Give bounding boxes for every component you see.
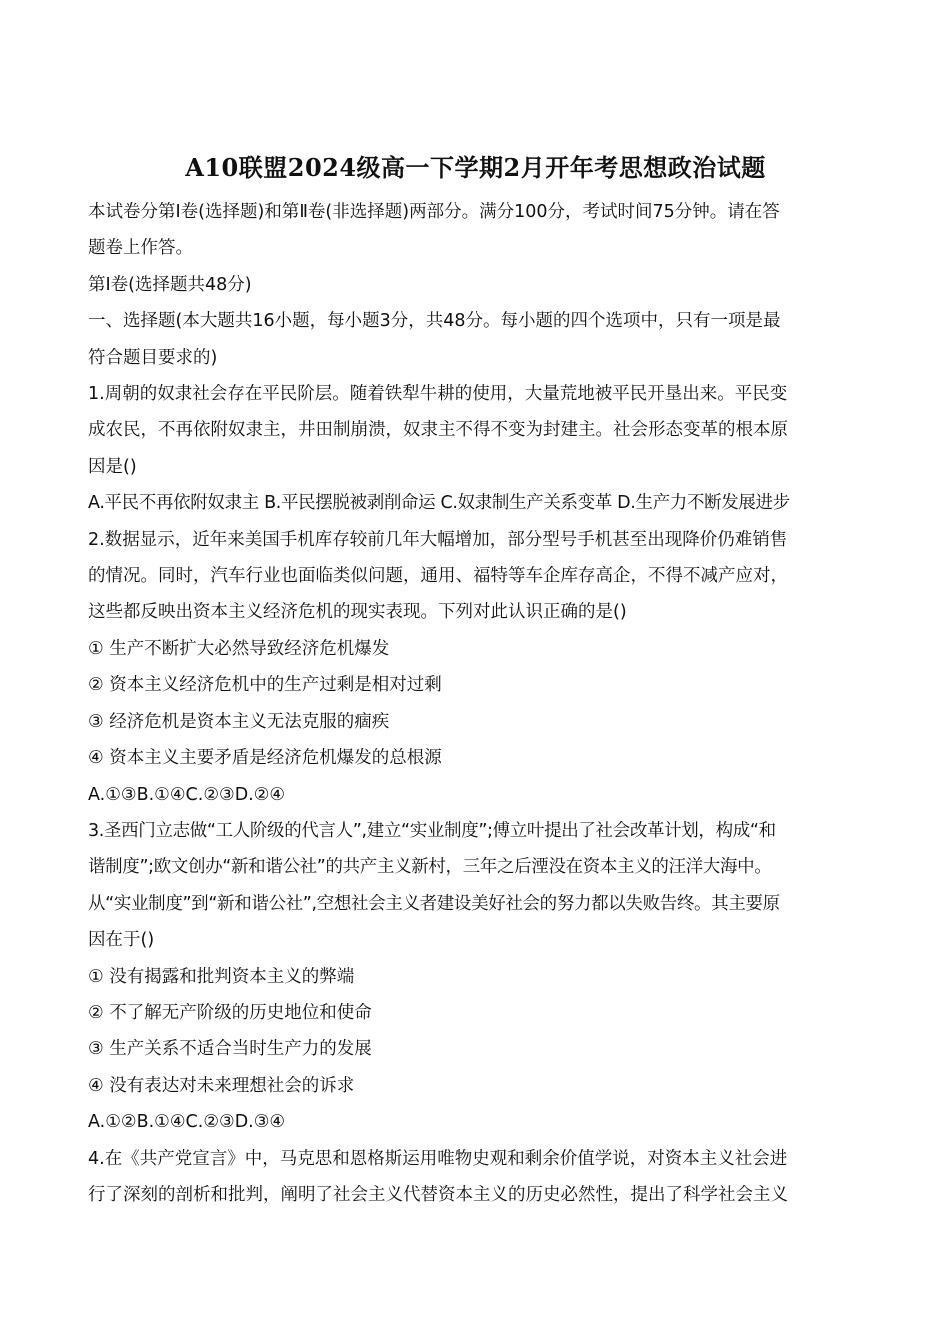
question-stem-line: 谐制度”;欧文创办“新和谐公社”的共产主义新村，三年之后湮没在资本主义的汪洋大海中。 (88, 857, 772, 878)
exam-page (88, 150, 863, 1213)
question-3 (88, 813, 863, 1141)
section-1-heading-line: 一、选择题(本大题共16小题，每小题3分，共48分。每小题的四个选项中，只有一项是最 (88, 311, 781, 332)
question-stem-line: 2.数据显示，近年来美国手机库存较前几年大幅增加，部分型号手机甚至出现降价仍难销售 (88, 529, 788, 550)
statement-option: ③ 经济危机是资本主义无法克服的痼疾 (88, 711, 390, 732)
instructions-line: 本试卷分第Ⅰ卷(选择题)和第Ⅱ卷(非选择题)两部分。满分100分，考试时间75分钟。请在答 (88, 202, 780, 222)
question-stem-line: 3.圣西门立志做“工人阶级的代言人”,建立“实业制度”;傅立叶提出了社会改革计划，构成“和 (88, 820, 776, 841)
part-1-heading: 第Ⅰ卷(选择题共48分) (88, 274, 252, 295)
statement-option: ③ 生产关系不适合当时生产力的发展 (88, 1039, 372, 1060)
question-stem-line: 从“实业制度”到“新和谐公社”,空想社会主义者建设美好社会的努力都以失败告终。其主要原 (88, 893, 780, 914)
answer-choices: A.①③B.①④C.②③D.②④ (88, 784, 286, 805)
statement-option: ② 不了解无产阶级的历史地位和使命 (88, 1002, 372, 1023)
statement-option: ④ 资本主义主要矛盾是经济危机爆发的总根源 (88, 748, 442, 769)
statement-option: ④ 没有表达对未来理想社会的诉求 (88, 1075, 355, 1096)
question-stem-line: 1.周朝的奴隶社会存在平民阶层。随着铁犁牛耕的使用，大量荒地被平民开垦出来。平民变 (88, 384, 788, 405)
exam-instructions (88, 194, 863, 267)
section-1-heading-line: 符合题目要求的) (88, 347, 218, 368)
answer-choices: A.平民不再依附奴隶主 B.平民摆脱被剥削命运 C.奴隶制生产关系变革 D.生产力不断发展进步 (88, 493, 790, 514)
question-4 (88, 1141, 863, 1214)
statement-option: ① 没有揭露和批判资本主义的弊端 (88, 966, 355, 987)
answer-choices: A.①②B.①④C.②③D.③④ (88, 1112, 286, 1133)
statement-option: ① 生产不断扩大必然导致经济危机爆发 (88, 638, 390, 659)
part-heading (88, 267, 863, 303)
question-stem-line: 这些都反映出资本主义经济危机的现实表现。下列对此认识正确的是() (88, 602, 627, 623)
question-stem-line: 因在于() (88, 930, 155, 951)
section-heading (88, 303, 863, 376)
question-stem-line: 的情况。同时，汽车行业也面临类似问题，通用、福特等车企库存高企，不得不减产应对， (88, 566, 788, 587)
question-1 (88, 376, 863, 522)
exam-title: A10联盟2024级高一下学期2月开年考思想政治试题 (185, 153, 766, 182)
question-stem-line: 行了深刻的剖析和批判，阐明了社会主义代替资本主义的历史必然性，提出了科学社会主义 (88, 1184, 788, 1205)
instructions-line: 题卷上作答。 (88, 238, 193, 259)
question-stem-line: 4.在《共产党宣言》中，马克思和恩格斯运用唯物史观和剩余价值学说，对资本主义社会进 (88, 1148, 788, 1169)
question-stem-line: 成农民，不再依附奴隶主，井田制崩溃，奴隶主不得不变为封建主。社会形态变革的根本原 (88, 420, 788, 441)
question-2 (88, 522, 863, 813)
question-stem-line: 因是() (88, 456, 137, 477)
statement-option: ② 资本主义经济危机中的生产过剩是相对过剩 (88, 675, 442, 696)
